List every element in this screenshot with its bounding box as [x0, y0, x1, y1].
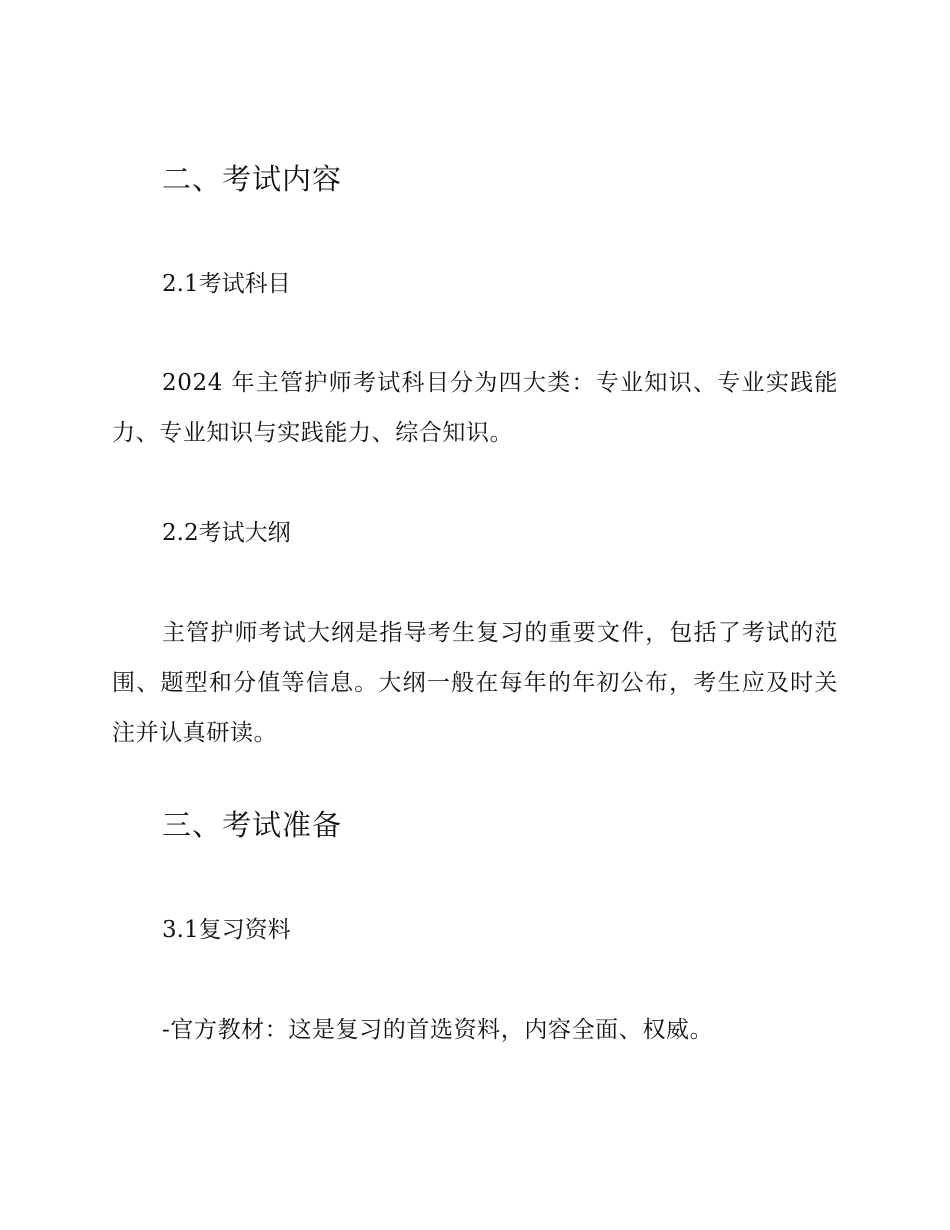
subheading-exam-outline: 2.2考试大纲 [162, 520, 291, 546]
subheading-exam-subjects: 2.1考试科目 [162, 271, 291, 297]
section-heading-exam-preparation: 三、考试准备 [162, 808, 343, 842]
section-heading-exam-content: 二、考试内容 [162, 162, 343, 196]
paragraph-exam-subjects: 2024 年主管护师考试科目分为四大类：专业知识、专业实践能力、专业知识与实践能力、综合知识。 [112, 370, 838, 446]
paragraph-exam-outline: 主管护师考试大纲是指导考生复习的重要文件，包括了考试的范围、题型和分值等信息。大纲一般在每年的年初公布，考生应及时关注并认真研读。 [112, 620, 838, 746]
list-item-official-textbook: -官方教材：这是复习的首选资料，内容全面、权威。 [162, 1017, 714, 1043]
subheading-review-materials: 3.1复习资料 [162, 917, 291, 943]
